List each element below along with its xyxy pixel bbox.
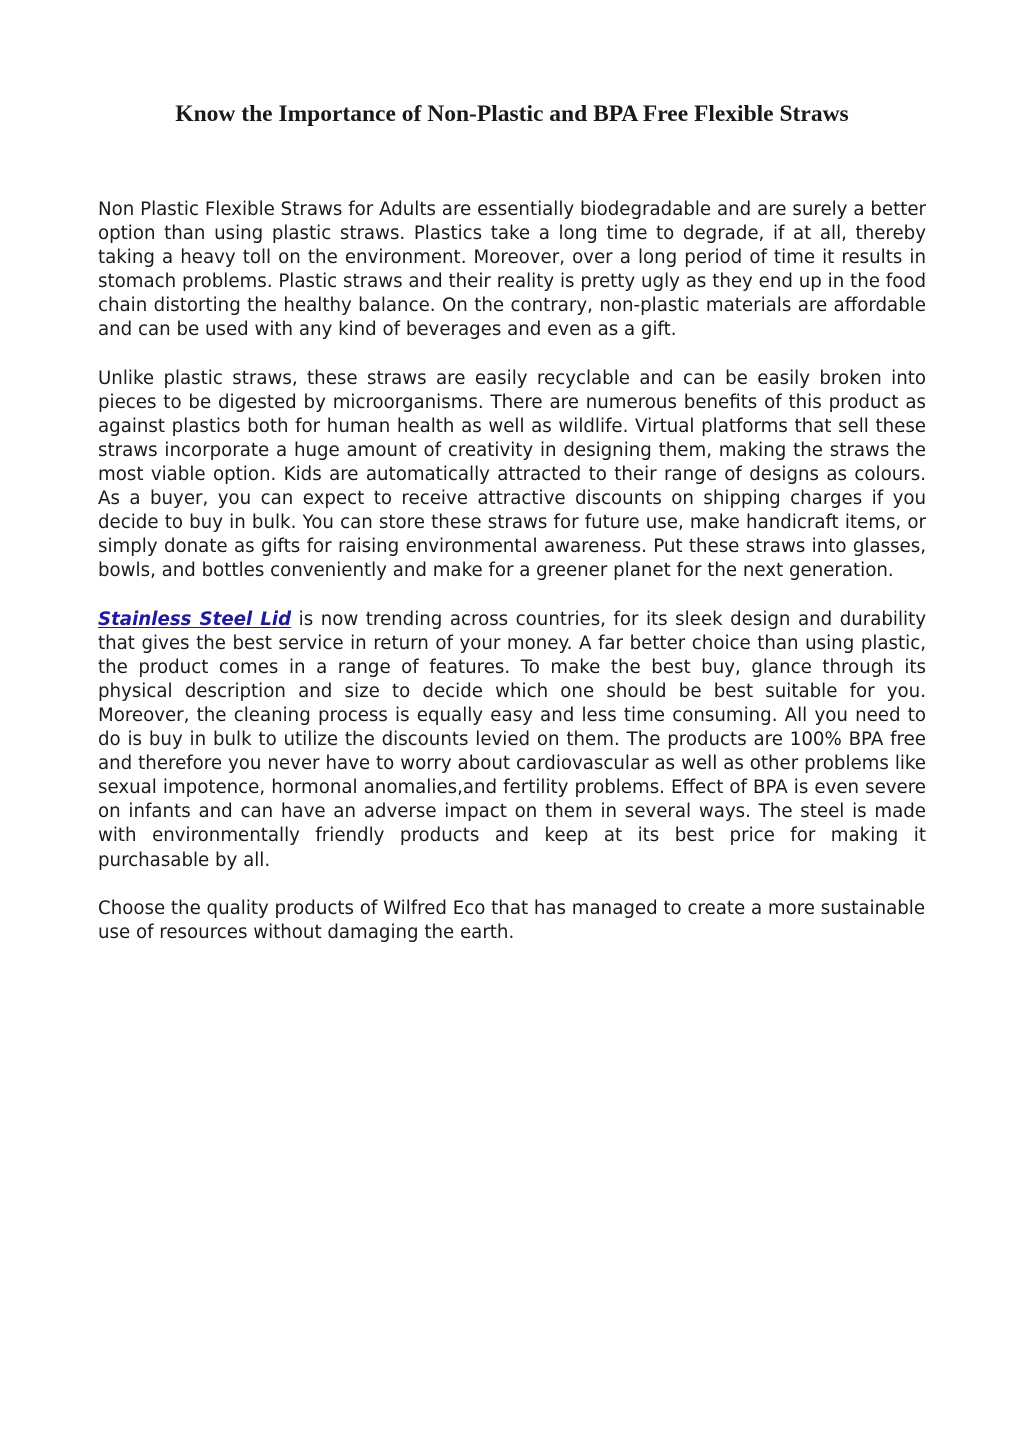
paragraph-1: Non Plastic Flexible Straws for Adults are essentially biodegradable and are surely a better option than using plastic straws. Plastics take a long time to degrade, if at all, thereby taking a heavy toll on the environment. Moreover, over a long period of time it results in stomach problems. Plastic straws and their reality is pretty ugly as they end up in the food chain distorting the healthy balance. On the contrary, non-plastic materials are affordable and can be used with any kind of beverages and even as a gift. [98, 199, 926, 341]
paragraph-3 [98, 608, 926, 873]
paragraph-3-text: is now trending across countries, for its sleek design and durability that gives the best service in return of your money. A far better choice than using plastic, the product comes in a range of features. To make the best buy, glance through its physical description and size to decide which one should be best suitable for you. Moreover, the cleaning process is equally easy and less time consuming. All you need to do is buy in bulk to utilize the discounts levied on them. The products are 100% BPA free and therefore you never have to worry about cardiovascular as well as other problems like sexual impotence, hormonal anomalies,and fertility problems. Effect of BPA is even severe on infants and can have an adverse impact on them in several ways. The steel is made with environmentally friendly products and keep at its best price for making it purchasable by all. [98, 608, 926, 871]
paragraph-4: Choose the quality products of Wilfred Eco that has managed to create a more sustainable use of resources without damaging the earth. [98, 897, 926, 943]
document-title: Know the Importance of Non-Plastic and BPA Free Flexible Straws [175, 101, 849, 127]
document-body [98, 198, 926, 969]
stainless-steel-lid-link[interactable]: Stainless Steel Lid [98, 608, 292, 630]
paragraph-2: Unlike plastic straws, these straws are easily recyclable and can be easily broken into pieces to be digested by microorganisms. There are numerous benefits of this product as against plastics both for human health as well as wildlife. Virtual platforms that sell these straws incorporate a huge amount of creativity in designing them, making the straws the most viable option. Kids are automatically attracted to their range of designs as colours. As a buyer, you can expect to receive attractive discounts on shipping charges if you decide to buy in bulk. You can store these straws for future use, make handicraft items, or simply donate as gifts for raising environmental awareness. Put these straws into glasses, bowls, and bottles conveniently and make for a greener planet for the next generation. [98, 367, 926, 582]
